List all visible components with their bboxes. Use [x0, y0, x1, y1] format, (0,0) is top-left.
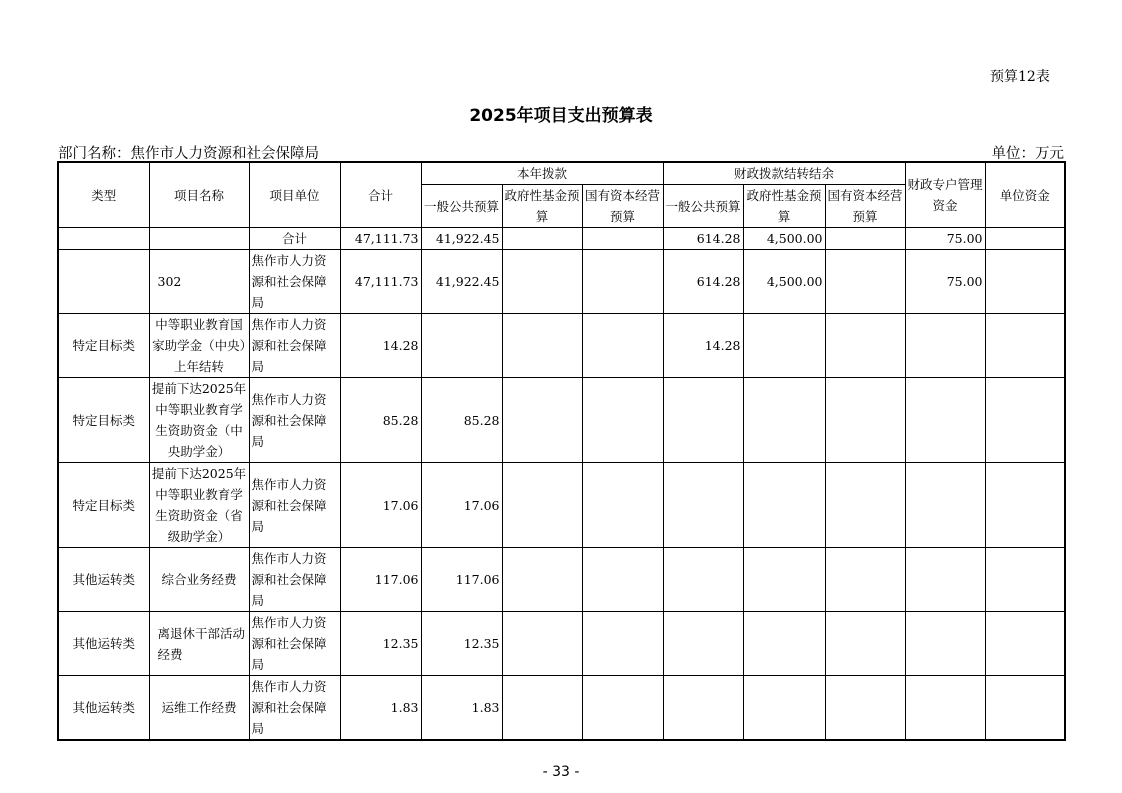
cell-project: 运维工作经费 — [149, 676, 249, 741]
header-special: 财政专户管理资金 — [905, 162, 985, 228]
cell-special: 75.00 — [905, 228, 985, 250]
cell-project: 提前下达2025年中等职业教育学生资助资金（中央助学金） — [149, 378, 249, 463]
cell-unit-fund — [985, 228, 1065, 250]
page-number: - 33 - — [542, 764, 580, 780]
cell-gov — [502, 463, 582, 548]
department-name: 部门名称：焦作市人力资源和社会保障局 — [58, 146, 319, 162]
cell-carry-gov — [743, 612, 825, 676]
cell-gen: 41,922.45 — [421, 250, 502, 314]
header-unit-fund: 单位资金 — [985, 162, 1065, 228]
cell-unit-fund — [985, 612, 1065, 676]
cell-carry-gen — [663, 612, 743, 676]
header-total: 合计 — [340, 162, 421, 228]
cell-project: 综合业务经费 — [149, 548, 249, 612]
cell-gen: 1.83 — [421, 676, 502, 741]
cell-project: 离退休干部活动经费 — [149, 612, 249, 676]
cell-type: 其他运转类 — [58, 612, 149, 676]
cell-type: 特定目标类 — [58, 463, 149, 548]
cell-type: 特定目标类 — [58, 314, 149, 378]
cell-total: 12.35 — [340, 612, 421, 676]
cell-project: 302 — [149, 250, 249, 314]
header-row-1 — [58, 162, 1065, 185]
cell-gov — [502, 378, 582, 463]
cell-total: 117.06 — [340, 548, 421, 612]
cell-total: 17.06 — [340, 463, 421, 548]
cell-type: 其他运转类 — [58, 548, 149, 612]
cell-org: 合计 — [249, 228, 340, 250]
cell-carry-gen: 14.28 — [663, 314, 743, 378]
cell-carry-gov — [743, 676, 825, 741]
cell-carry-gen — [663, 463, 743, 548]
cell-special — [905, 676, 985, 741]
table-row — [58, 612, 1065, 676]
cell-type — [58, 228, 149, 250]
cell-project: 提前下达2025年中等职业教育学生资助资金（省级助学金） — [149, 463, 249, 548]
cell-cap — [582, 463, 663, 548]
cell-total: 14.28 — [340, 314, 421, 378]
cell-gen — [421, 314, 502, 378]
table-row — [58, 548, 1065, 612]
cell-carry-gen: 614.28 — [663, 228, 743, 250]
cell-gen: 85.28 — [421, 378, 502, 463]
header-carryover: 财政拨款结转结余 — [663, 162, 905, 185]
cell-carry-cap — [825, 228, 905, 250]
budget-table — [57, 161, 1066, 741]
header-project: 项目名称 — [149, 162, 249, 228]
cell-carry-cap — [825, 612, 905, 676]
cell-special: 75.00 — [905, 250, 985, 314]
cell-unit-fund — [985, 378, 1065, 463]
cell-cap — [582, 548, 663, 612]
unit-label: 单位：万元 — [991, 146, 1064, 162]
cell-type: 其他运转类 — [58, 676, 149, 741]
header-carry-gov-fund: 政府性基金预算 — [743, 185, 825, 228]
cell-org: 焦作市人力资源和社会保障局 — [249, 250, 340, 314]
cell-carry-gov: 4,500.00 — [743, 250, 825, 314]
cell-total: 85.28 — [340, 378, 421, 463]
cell-unit-fund — [985, 548, 1065, 612]
cell-gov — [502, 676, 582, 741]
cell-cap — [582, 378, 663, 463]
cell-gov — [502, 314, 582, 378]
cell-carry-cap — [825, 676, 905, 741]
header-this-year: 本年拨款 — [421, 162, 663, 185]
cell-carry-gen: 614.28 — [663, 250, 743, 314]
cell-type: 特定目标类 — [58, 378, 149, 463]
cell-carry-cap — [825, 463, 905, 548]
cell-org: 焦作市人力资源和社会保障局 — [249, 378, 340, 463]
cell-carry-gov — [743, 314, 825, 378]
cell-gov — [502, 548, 582, 612]
header-org: 项目单位 — [249, 162, 340, 228]
table-row — [58, 676, 1065, 741]
cell-special — [905, 314, 985, 378]
cell-carry-gen — [663, 548, 743, 612]
cell-org: 焦作市人力资源和社会保障局 — [249, 463, 340, 548]
header-gen: 一般公共预算 — [421, 185, 502, 228]
cell-org: 焦作市人力资源和社会保障局 — [249, 676, 340, 741]
header-type: 类型 — [58, 162, 149, 228]
cell-gen: 41,922.45 — [421, 228, 502, 250]
table-row — [58, 378, 1065, 463]
cell-unit-fund — [985, 676, 1065, 741]
table-row — [58, 463, 1065, 548]
cell-carry-gov — [743, 548, 825, 612]
cell-project — [149, 228, 249, 250]
cell-unit-fund — [985, 250, 1065, 314]
cell-carry-cap — [825, 314, 905, 378]
cell-gov — [502, 228, 582, 250]
header-carry-state-cap: 国有资本经营预算 — [825, 185, 905, 228]
cell-cap — [582, 314, 663, 378]
table-row — [58, 314, 1065, 378]
header-gov-fund: 政府性基金预算 — [502, 185, 582, 228]
cell-type — [58, 250, 149, 314]
cell-gen: 17.06 — [421, 463, 502, 548]
cell-org: 焦作市人力资源和社会保障局 — [249, 548, 340, 612]
cell-special — [905, 612, 985, 676]
cell-project: 中等职业教育国家助学金（中央）上年结转 — [149, 314, 249, 378]
cell-cap — [582, 250, 663, 314]
cell-special — [905, 378, 985, 463]
cell-gov — [502, 612, 582, 676]
cell-carry-cap — [825, 378, 905, 463]
cell-carry-gen — [663, 378, 743, 463]
cell-carry-cap — [825, 250, 905, 314]
cell-special — [905, 463, 985, 548]
cell-unit-fund — [985, 314, 1065, 378]
page-title: 2025年项目支出预算表 — [469, 106, 653, 126]
cell-total: 47,111.73 — [340, 250, 421, 314]
cell-carry-cap — [825, 548, 905, 612]
cell-org: 焦作市人力资源和社会保障局 — [249, 314, 340, 378]
form-number: 预算12表 — [990, 69, 1050, 85]
cell-org: 焦作市人力资源和社会保障局 — [249, 612, 340, 676]
table-row — [58, 228, 1065, 250]
cell-gen: 117.06 — [421, 548, 502, 612]
cell-unit-fund — [985, 463, 1065, 548]
cell-gov — [502, 250, 582, 314]
cell-carry-gov: 4,500.00 — [743, 228, 825, 250]
cell-carry-gov — [743, 463, 825, 548]
header-carry-gen: 一般公共预算 — [663, 185, 743, 228]
cell-cap — [582, 676, 663, 741]
cell-gen: 12.35 — [421, 612, 502, 676]
table-row — [58, 250, 1065, 314]
cell-total: 1.83 — [340, 676, 421, 741]
cell-carry-gov — [743, 378, 825, 463]
cell-cap — [582, 228, 663, 250]
cell-cap — [582, 612, 663, 676]
cell-total: 47,111.73 — [340, 228, 421, 250]
cell-carry-gen — [663, 676, 743, 741]
cell-special — [905, 548, 985, 612]
header-state-cap: 国有资本经营预算 — [582, 185, 663, 228]
